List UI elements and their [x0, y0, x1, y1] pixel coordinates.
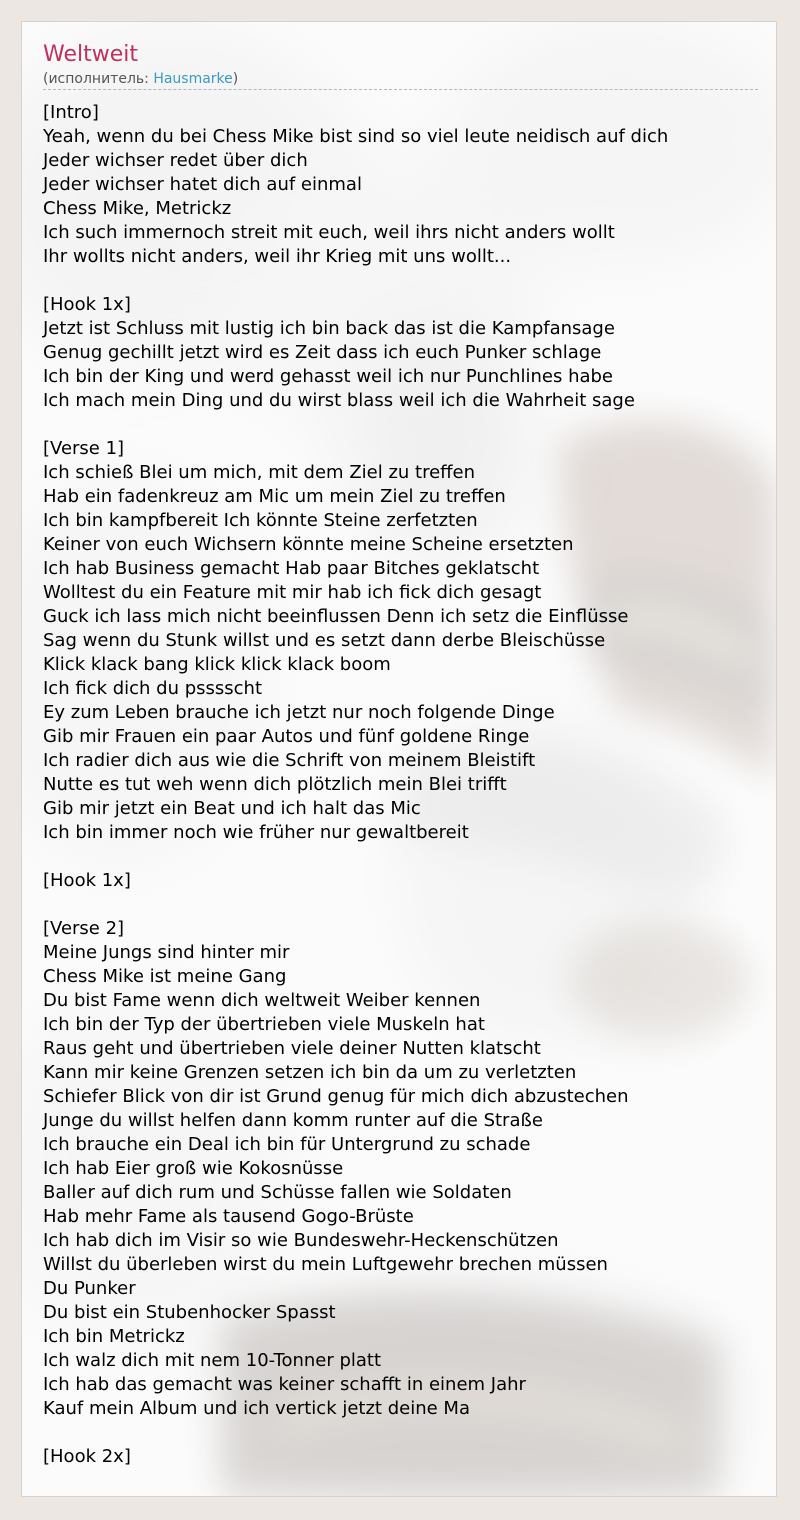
lyrics-line: Keiner von euch Wichsern könnte meine Scheine ersetzten: [43, 534, 574, 555]
lyrics-line: Klick klack bang klick klick klack boom: [43, 654, 391, 675]
lyrics-blank-line: [43, 269, 758, 293]
lyrics-line: Jeder wichser hatet dich auf einmal: [43, 174, 362, 195]
lyrics-line: Wolltest du ein Feature mit mir hab ich fick dich gesagt: [43, 582, 542, 603]
lyrics-line: Du Punker: [43, 1278, 136, 1299]
song-title: Weltweit: [43, 42, 139, 67]
lyrics-line: Ich schieß Blei um mich, mit dem Ziel zu treffen: [43, 462, 476, 483]
lyrics-line: Ich bin Metrickz: [43, 1326, 185, 1347]
lyrics-line: Nutte es tut weh wenn dich plötzlich mein Blei trifft: [43, 774, 507, 795]
lyrics-line: Ich fick dich du pssssсht: [43, 678, 263, 699]
lyrics-line: [Verse 2]: [43, 918, 125, 939]
lyrics-line: Kann mir keine Grenzen setzen ich bin da um zu verletzten: [43, 1062, 577, 1083]
lyrics-line: Jetzt ist Schluss mit lustig ich bin back das ist die Kampfansage: [43, 318, 615, 339]
lyrics-line: Ich bin der Typ der übertrieben viele Muskeln hat: [43, 1014, 485, 1035]
lyrics-line: Kauf mein Album und ich vertick jetzt deine Ma: [43, 1398, 470, 1419]
lyrics-line: Ich hab das gemacht was keiner schafft in einem Jahr: [43, 1374, 526, 1395]
lyrics-line: Ihr wollts nicht anders, weil ihr Krieg mit uns wollt...: [43, 246, 512, 267]
lyrics-line: Du bist Fame wenn dich weltweit Weiber kennen: [43, 990, 481, 1011]
lyrics-line: Schiefer Blick von dir ist Grund genug für mich dich abzustechen: [43, 1086, 629, 1107]
lyrics-line: Gib mir jetzt ein Beat und ich halt das Mic: [43, 798, 421, 819]
lyrics-line: Ich bin der King und werd gehasst weil ich nur Punchlines habe: [43, 366, 614, 387]
lyrics-blank-line: [43, 1421, 758, 1445]
lyrics-line: Gib mir Frauen ein paar Autos und fünf goldene Ringe: [43, 726, 530, 747]
lyrics-line: Ey zum Leben brauche ich jetzt nur noch folgende Dinge: [43, 702, 555, 723]
lyrics-line: Ich hab Business gemacht Hab paar Bitches geklatscht: [43, 558, 540, 579]
lyrics-line: Yeah, wenn du bei Chess Mike bist sind so viel leute neidisch auf dich: [43, 126, 669, 147]
song-content: [43, 40, 758, 1469]
lyrics-line: Chess Mike, Metrickz: [43, 198, 232, 219]
lyrics-line: Ich brauche ein Deal ich bin für Untergrund zu schade: [43, 1134, 531, 1155]
lyrics-line: Hab mehr Fame als tausend Gogo-Brüste: [43, 1206, 414, 1227]
lyrics-line: Guck ich lass mich nicht beeinflussen Denn ich setz die Einflüsse: [43, 606, 629, 627]
artist-link[interactable]: Hausmarke: [153, 71, 233, 87]
lyrics-line: Junge du willst helfen dann komm runter auf die Straße: [43, 1110, 543, 1131]
lyrics-line: Willst du überleben wirst du mein Luftgewehr brechen müssen: [43, 1254, 608, 1275]
lyrics-line: Ich radier dich aus wie die Schrift von meinem Bleistift: [43, 750, 536, 771]
lyrics-line: [Hook 1x]: [43, 294, 131, 315]
lyrics-line: Ich such immernoch streit mit euch, weil ihrs nicht anders wollt: [43, 222, 615, 243]
lyrics-line: Ich bin immer noch wie früher nur gewaltbereit: [43, 822, 469, 843]
lyrics-line: Chess Mike ist meine Gang: [43, 966, 287, 987]
lyrics-blank-line: [43, 893, 758, 917]
lyrics-line: Ich bin kampfbereit Ich könnte Steine zerfetzten: [43, 510, 478, 531]
lyrics-line: [Verse 1]: [43, 438, 125, 459]
artist-suffix: ): [232, 71, 239, 87]
lyrics-blank-line: [43, 413, 758, 437]
artist-line: [43, 70, 758, 90]
lyrics-line: Hab ein fadenkreuz am Mic um mein Ziel zu treffen: [43, 486, 506, 507]
artist-prefix: (исполнитель:: [43, 71, 154, 87]
lyrics-card: [21, 21, 777, 1497]
lyrics-line: Sag wenn du Stunk willst und es setzt dann derbe Bleischüsse: [43, 630, 606, 651]
lyrics-blank-line: [43, 845, 758, 869]
lyrics-line: [Hook 2x]: [43, 1446, 131, 1467]
lyrics-line: [Hook 1x]: [43, 870, 131, 891]
lyrics-line: Ich walz dich mit nem 10-Tonner platt: [43, 1350, 382, 1371]
lyrics-line: Baller auf dich rum und Schüsse fallen wie Soldaten: [43, 1182, 512, 1203]
lyrics-line: Genug gechillt jetzt wird es Zeit dass ich euch Punker schlage: [43, 342, 602, 363]
lyrics-line: Jeder wichser redet über dich: [43, 150, 308, 171]
lyrics-line: Meine Jungs sind hinter mir: [43, 942, 290, 963]
lyrics-line: Ich mach mein Ding und du wirst blass weil ich die Wahrheit sage: [43, 390, 635, 411]
lyrics-line: Raus geht und übertrieben viele deiner Nutten klatscht: [43, 1038, 541, 1059]
lyrics-line: Ich hab Eier groß wie Kokosnüsse: [43, 1158, 344, 1179]
lyrics-line: Ich hab dich im Visir so wie Bundeswehr-Heckenschützen: [43, 1230, 559, 1251]
lyrics-line: Du bist ein Stubenhocker Spasst: [43, 1302, 336, 1323]
lyrics-body: [43, 101, 758, 1469]
lyrics-line: [Intro]: [43, 102, 99, 123]
